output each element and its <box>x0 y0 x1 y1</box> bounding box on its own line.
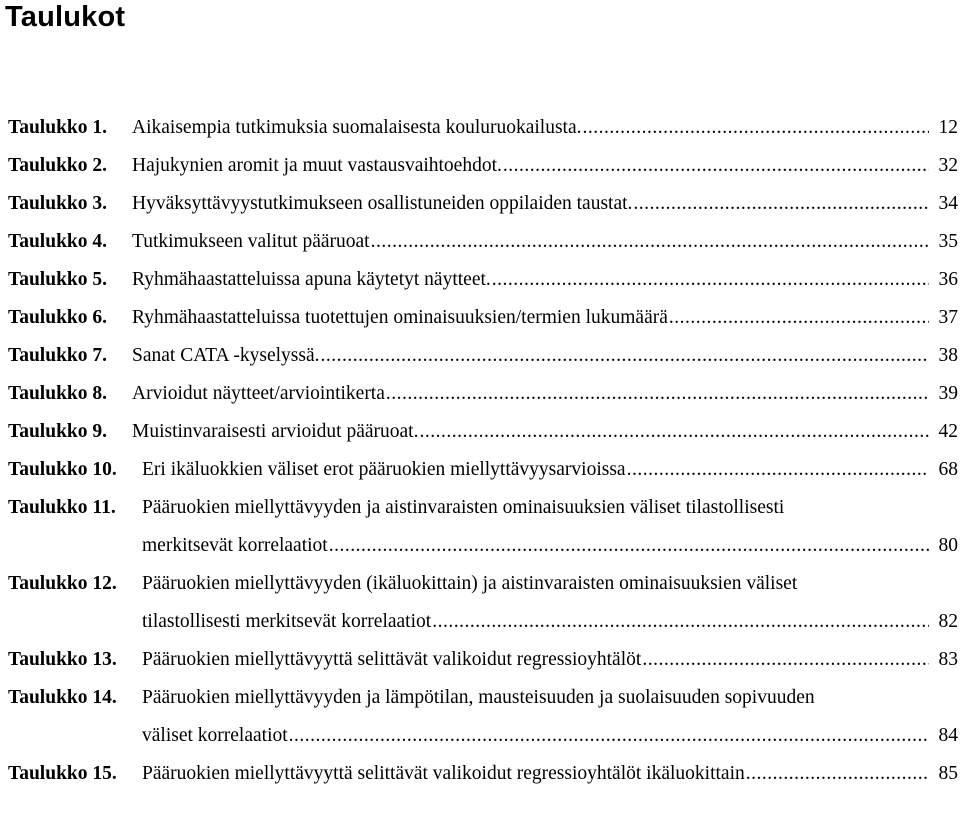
toc-entry-page-number: 68 <box>938 459 958 480</box>
toc-entry-body <box>142 641 960 679</box>
toc-entry-line <box>142 489 960 527</box>
dot-leader <box>432 603 929 641</box>
toc-entry-label: Taulukko 5. <box>8 269 108 290</box>
toc-entry[interactable] <box>8 641 960 679</box>
toc-entry-line <box>132 185 960 223</box>
toc-entry-label: Taulukko 1. <box>8 117 108 138</box>
toc-entry-title: Sanat CATA -kyselyssä. <box>132 345 320 366</box>
toc-entry[interactable] <box>8 109 960 147</box>
toc-entry-body <box>132 185 960 223</box>
toc-entry-line <box>142 603 960 641</box>
toc-entry-title: tilastollisesti merkitsevät korrelaatiot <box>142 611 432 632</box>
toc-entry[interactable] <box>8 147 960 185</box>
toc-entry-page-number: 83 <box>938 649 958 670</box>
toc-entry-label: Taulukko 15. <box>8 763 117 784</box>
toc-entry-body <box>142 489 960 565</box>
toc-entry-page-number: 35 <box>938 231 958 252</box>
dot-leader <box>329 527 929 565</box>
toc-entry-title: Pääruokien miellyttävyyden ja aistinvaraisten ominaisuuksien väliset tilastollisesti <box>142 497 785 518</box>
toc-entry[interactable] <box>8 375 960 413</box>
toc-entry-body <box>132 261 960 299</box>
toc-entry-title: Pääruokien miellyttävyyden (ikäluokittain) ja aistinvaraisten ominaisuuksien väliset <box>142 573 798 594</box>
table-of-tables <box>8 109 960 793</box>
toc-entry-line <box>132 337 960 375</box>
toc-entry-label: Taulukko 2. <box>8 155 108 176</box>
toc-entry-page-number: 38 <box>938 345 958 366</box>
toc-entry[interactable] <box>8 337 960 375</box>
dot-leader <box>419 413 929 451</box>
toc-entry-line <box>132 375 960 413</box>
toc-entry-body <box>132 299 960 337</box>
toc-entry-page-number: 84 <box>938 725 958 746</box>
toc-entry-line <box>132 299 960 337</box>
toc-entry[interactable] <box>8 755 960 793</box>
toc-entry-label: Taulukko 13. <box>8 649 117 670</box>
toc-entry-label: Taulukko 6. <box>8 307 108 328</box>
dot-leader <box>371 223 929 261</box>
toc-entry-body <box>132 109 960 147</box>
toc-entry-label: Taulukko 3. <box>8 193 108 214</box>
toc-entry-line <box>132 413 960 451</box>
toc-entry[interactable] <box>8 261 960 299</box>
toc-entry-label: Taulukko 11. <box>8 497 116 518</box>
toc-entry-page-number: 82 <box>938 611 958 632</box>
toc-entry-body <box>142 679 960 755</box>
toc-entry-page-number: 32 <box>938 155 958 176</box>
toc-entry-page-number: 39 <box>938 383 958 404</box>
toc-entry-title: Hajukynien aromit ja muut vastausvaihtoehdot. <box>132 155 502 176</box>
toc-entry[interactable] <box>8 679 960 755</box>
toc-entry-label: Taulukko 14. <box>8 687 117 708</box>
toc-entry[interactable] <box>8 413 960 451</box>
toc-entry-title: Ryhmähaastatteluissa apuna käytetyt näytteet. <box>132 269 491 290</box>
toc-entry-title: Muistinvaraisesti arvioidut pääruoat. <box>132 421 419 442</box>
dot-leader <box>320 337 929 375</box>
toc-entry-line <box>142 565 960 603</box>
toc-entry-title: Tutkimukseen valitut pääruoat <box>132 231 370 252</box>
toc-entry-title: Arvioidut näytteet/arviointikerta <box>132 383 385 404</box>
toc-entry-title: Hyväksyttävyystutkimukseen osallistuneiden oppilaiden taustat. <box>132 193 633 214</box>
toc-entry-line <box>142 717 960 755</box>
toc-entry[interactable] <box>8 299 960 337</box>
toc-entry-title: Pääruokien miellyttävyyttä selittävät valikoidut regressioyhtälöt <box>142 649 642 670</box>
dot-leader <box>627 451 929 489</box>
toc-entry-page-number: 85 <box>938 763 958 784</box>
toc-entry[interactable] <box>8 223 960 261</box>
toc-entry-line <box>142 755 960 793</box>
toc-entry-label: Taulukko 7. <box>8 345 108 366</box>
dot-leader <box>289 717 929 755</box>
toc-entry-body <box>142 565 960 641</box>
toc-entry-body <box>132 147 960 185</box>
dot-leader <box>633 185 929 223</box>
toc-entry-title: Eri ikäluokkien väliset erot pääruokien miellyttävyysarvioissa <box>142 459 626 480</box>
toc-entry-title: merkitsevät korrelaatiot <box>142 535 328 556</box>
dot-leader <box>642 641 929 679</box>
toc-entry-body <box>142 755 960 793</box>
dot-leader <box>583 109 929 147</box>
toc-entry-title: Ryhmähaastatteluissa tuotettujen ominaisuuksien/termien lukumäärä <box>132 307 668 328</box>
toc-entry-line <box>132 147 960 185</box>
toc-entry-body <box>132 223 960 261</box>
toc-entry-line <box>142 679 960 717</box>
toc-entry[interactable] <box>8 185 960 223</box>
toc-entry-line <box>142 641 960 679</box>
toc-entry-title: Pääruokien miellyttävyyttä selittävät valikoidut regressioyhtälöt ikäluokittain <box>142 763 745 784</box>
toc-entry-label: Taulukko 10. <box>8 459 117 480</box>
toc-entry-line <box>142 527 960 565</box>
toc-entry-page-number: 36 <box>938 269 958 290</box>
toc-entry[interactable] <box>8 489 960 565</box>
page-title: Taulukot <box>5 1 126 33</box>
toc-entry-title: väliset korrelaatiot <box>142 725 288 746</box>
toc-entry-title: Pääruokien miellyttävyyden ja lämpötilan, mausteisuuden ja suolaisuuden sopivuuden <box>142 687 815 708</box>
toc-entry-line <box>142 451 960 489</box>
dot-leader <box>746 755 929 793</box>
toc-entry-page-number: 42 <box>938 421 958 442</box>
dot-leader <box>503 147 929 185</box>
toc-entry-label: Taulukko 9. <box>8 421 108 442</box>
toc-entry-label: Taulukko 8. <box>8 383 108 404</box>
toc-entry[interactable] <box>8 451 960 489</box>
dot-leader <box>386 375 929 413</box>
toc-entry-body <box>142 451 960 489</box>
dot-leader <box>492 261 929 299</box>
toc-entry-body <box>132 337 960 375</box>
toc-entry-label: Taulukko 12. <box>8 573 117 594</box>
toc-entry-line <box>132 109 960 147</box>
dot-leader <box>669 299 929 337</box>
toc-entry-page-number: 12 <box>938 117 958 138</box>
toc-entry-page-number: 80 <box>938 535 958 556</box>
toc-entry-page-number: 34 <box>938 193 958 214</box>
toc-entry-line <box>132 223 960 261</box>
toc-entry-page-number: 37 <box>938 307 958 328</box>
toc-entry-body <box>132 413 960 451</box>
toc-entry-label: Taulukko 4. <box>8 231 108 252</box>
toc-entry-body <box>132 375 960 413</box>
toc-entry-line <box>132 261 960 299</box>
toc-entry[interactable] <box>8 565 960 641</box>
toc-entry-title: Aikaisempia tutkimuksia suomalaisesta kouluruokailusta. <box>132 117 582 138</box>
